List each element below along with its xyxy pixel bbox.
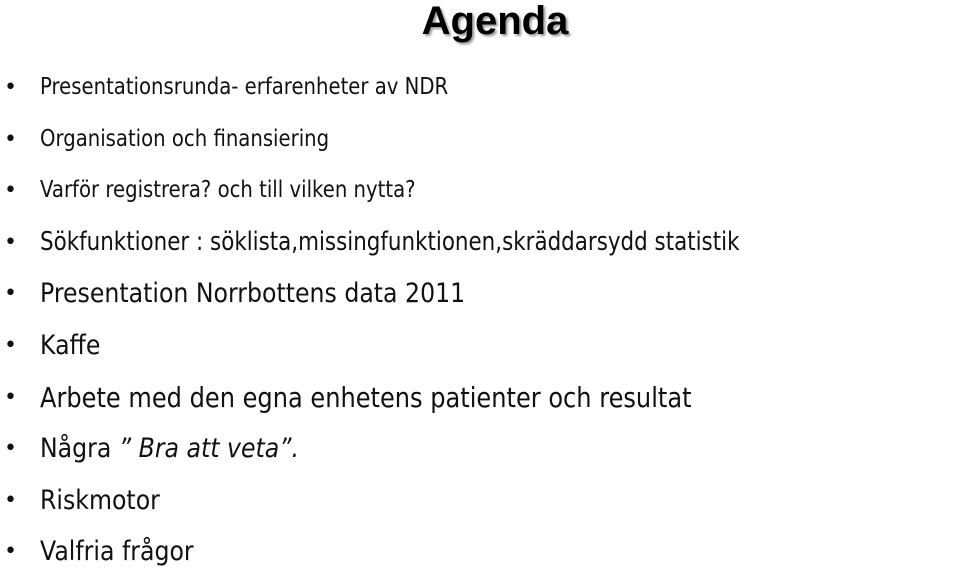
bullet-icon: • (4, 229, 17, 255)
list-item (0, 372, 960, 424)
agenda-item-text: Sökfunktioner : söklista,missingfunktionen,skräddarsydd statistik (40, 226, 740, 257)
agenda-item-text: Presentation Norrbottens data 2011 (40, 278, 466, 310)
agenda-list (0, 62, 960, 578)
bullet-icon: • (4, 178, 17, 204)
bullet-icon: • (4, 75, 17, 100)
agenda-item-text: Riskmotor (40, 484, 160, 516)
agenda-item-text: Presentationsrunda- erfarenheter av NDR (40, 74, 449, 100)
list-item (0, 165, 960, 217)
agenda-item-text: Kaffe (40, 329, 101, 361)
bullet-icon: • (4, 384, 17, 410)
agenda-item-wrapper (40, 423, 299, 475)
bullet-icon: • (4, 332, 17, 358)
bullet-icon: • (4, 126, 17, 152)
list-item (0, 475, 960, 527)
agenda-item-italic-text: ” Bra att veta”. (118, 433, 300, 465)
list-item (0, 114, 960, 166)
bullet-icon: • (4, 539, 17, 565)
bullet-icon: • (4, 281, 17, 307)
slide-title: Agenda (421, 0, 569, 43)
list-item (0, 268, 960, 320)
agenda-item-text: Arbete med den egna enhetens patienter och resultat (40, 380, 692, 414)
list-item (0, 320, 960, 372)
list-item (0, 62, 960, 114)
list-item (0, 423, 960, 475)
bullet-icon: • (4, 436, 17, 462)
bullet-icon: • (4, 487, 17, 513)
agenda-item-text: Organisation och finansiering (40, 125, 330, 152)
agenda-item-text: Varför registrera? och till vilken nytta? (40, 177, 416, 204)
list-item (0, 526, 960, 578)
agenda-item-text: Valfria frågor (40, 536, 194, 568)
agenda-item-text: Några (40, 433, 119, 465)
list-item (0, 217, 960, 269)
